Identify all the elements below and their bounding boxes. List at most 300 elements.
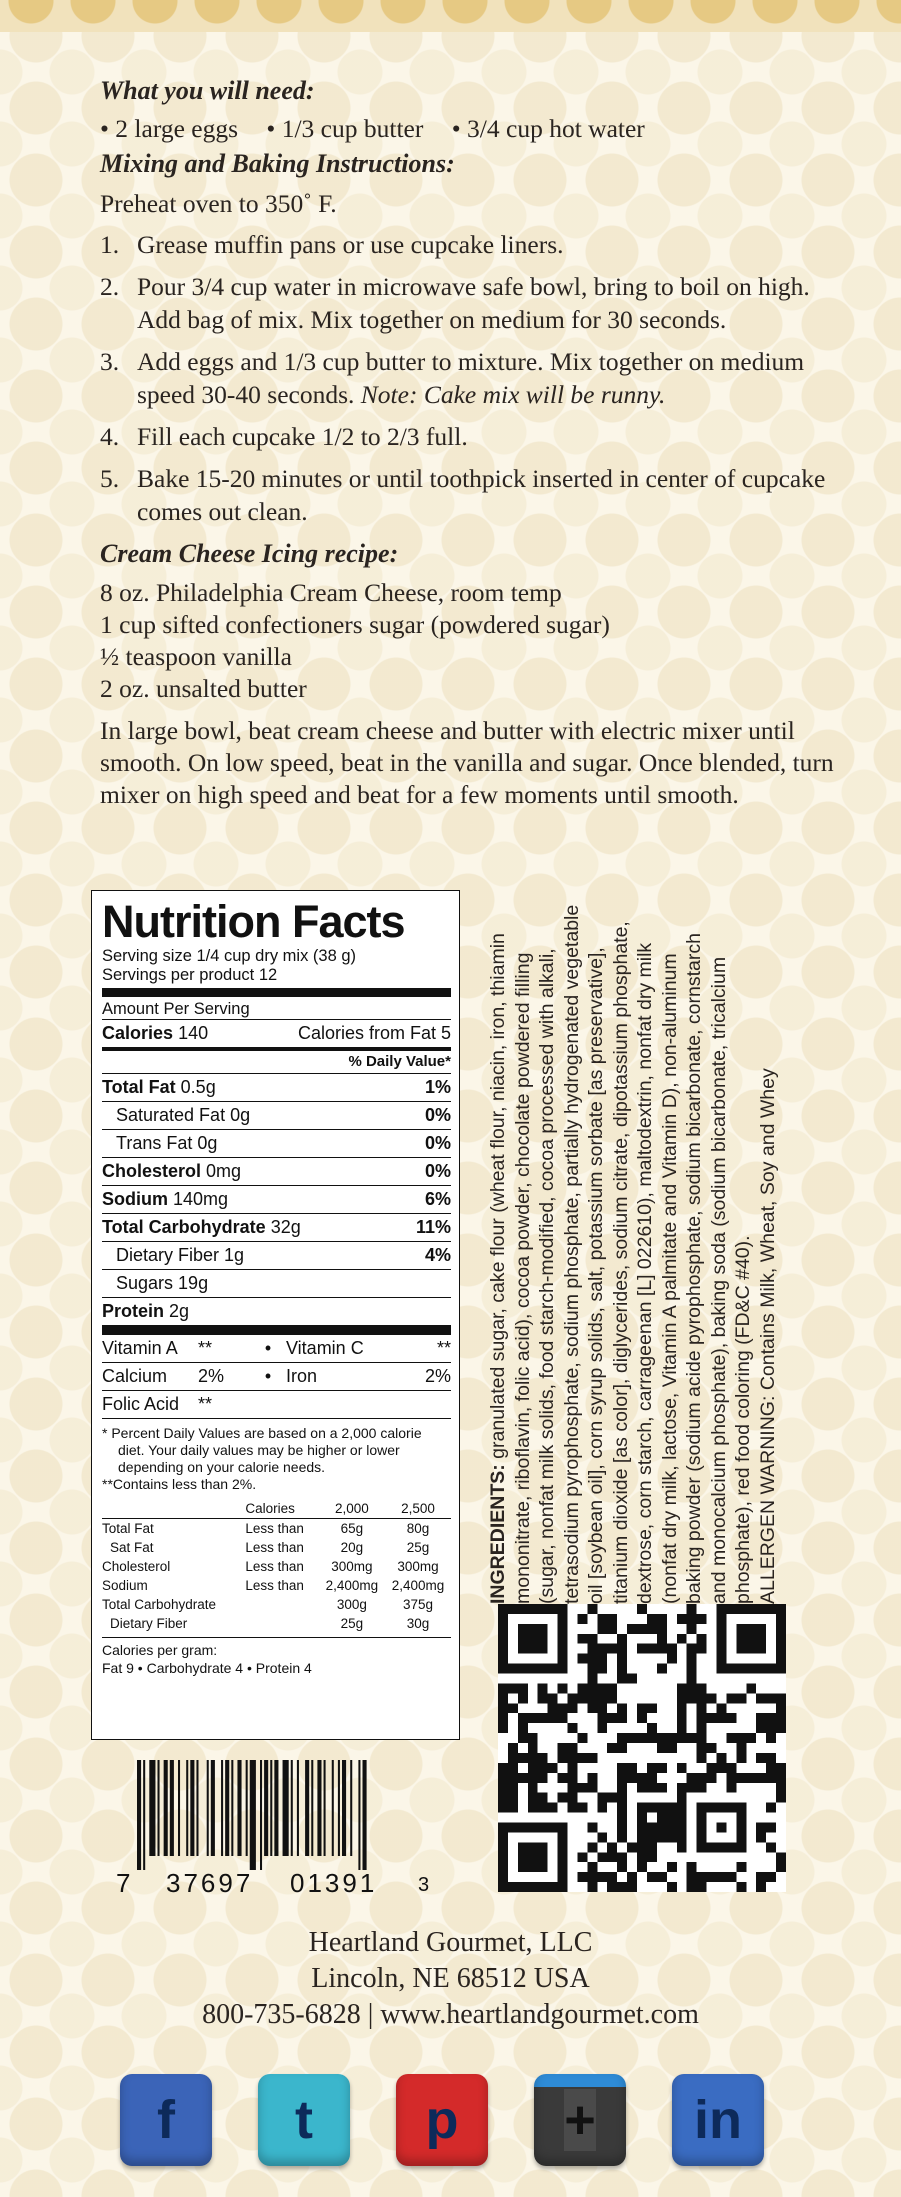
google-plus-button[interactable] — [534, 2074, 626, 2166]
nutrition-title: Nutrition Facts — [102, 896, 405, 947]
qr-module — [548, 1703, 558, 1713]
qr-module — [518, 1693, 528, 1703]
qr-module — [667, 1813, 677, 1823]
nutrient-daily-value: 1% — [424, 1077, 451, 1097]
qr-module — [667, 1862, 677, 1872]
step-item — [100, 345, 840, 411]
qr-module — [697, 1872, 707, 1882]
nutrient-row — [102, 1270, 451, 1298]
qr-module — [538, 1763, 548, 1773]
qr-module — [617, 1832, 627, 1842]
nutrient-daily-value: 11% — [415, 1217, 451, 1237]
preheat-text: Preheat oven to 350˚ F. — [100, 189, 337, 218]
qr-module — [726, 1783, 736, 1793]
qr-module — [538, 1693, 548, 1703]
barcode-digit-group: 37697 — [166, 1868, 254, 1898]
icing-item: 8 oz. Philadelphia Cream Cheese, room temp — [100, 578, 562, 607]
qr-module — [697, 1753, 707, 1763]
qr-module — [617, 1803, 627, 1813]
barcode-bar — [297, 1760, 299, 1856]
vitamin-cell: Calcium — [102, 1366, 168, 1386]
qr-module — [677, 1723, 687, 1733]
qr-module — [518, 1753, 528, 1763]
nutrient-row — [102, 1074, 451, 1102]
qr-module — [538, 1793, 548, 1803]
barcode-bar — [270, 1760, 272, 1856]
daily-value-table-cell: Cholesterol — [102, 1559, 171, 1574]
qr-module — [736, 1753, 746, 1763]
daily-value-table-cell: 20g — [340, 1540, 364, 1555]
qr-module — [677, 1634, 687, 1644]
qr-module — [697, 1773, 707, 1783]
vitamin-row — [102, 1335, 451, 1363]
qr-module — [548, 1803, 558, 1813]
qr-module — [687, 1644, 697, 1654]
vitamin-cell: ** — [436, 1338, 451, 1358]
qr-module — [637, 1783, 647, 1793]
linkedin-button[interactable] — [672, 2074, 764, 2166]
qr-module — [657, 1822, 667, 1832]
daily-value-table-cell: 300mg — [331, 1559, 373, 1574]
qr-module — [677, 1822, 687, 1832]
qr-module — [667, 1803, 677, 1813]
nutrient-amount: 19g — [173, 1273, 209, 1293]
barcode-digits — [116, 1868, 446, 1899]
qr-module — [697, 1733, 707, 1743]
barcode-bar — [137, 1760, 141, 1870]
qr-module — [697, 1693, 707, 1703]
qr-module — [597, 1693, 607, 1703]
nutrient-label: Dietary Fiber — [116, 1245, 220, 1265]
qr-module — [766, 1713, 776, 1723]
qr-module — [736, 1773, 746, 1783]
qr-module — [647, 1773, 657, 1783]
qr-module — [697, 1713, 707, 1723]
linkedin-icon: in — [694, 2090, 742, 2150]
qr-module — [498, 1693, 508, 1703]
nutrient-daily-value: 0% — [424, 1133, 451, 1153]
vitamin-cell: ** — [198, 1338, 213, 1358]
qr-module — [657, 1624, 667, 1634]
facebook-icon: f — [157, 2090, 175, 2150]
qr-module — [607, 1743, 617, 1753]
qr-module — [508, 1753, 518, 1763]
barcode-bar — [170, 1760, 174, 1856]
qr-module — [577, 1783, 587, 1793]
qr-module — [766, 1723, 776, 1733]
barcode-bar — [305, 1760, 309, 1856]
social-links — [120, 2074, 764, 2166]
qr-module — [697, 1644, 707, 1654]
step-number: 3. — [100, 347, 120, 376]
qr-module — [508, 1683, 518, 1693]
qr-module — [558, 1703, 568, 1713]
daily-value-table-cell: Total Fat — [102, 1521, 154, 1536]
facebook-button[interactable] — [120, 2074, 212, 2166]
qr-module — [657, 1803, 667, 1813]
nutrient-row — [102, 1102, 451, 1130]
vitamin-row — [102, 1391, 451, 1419]
step-number: 1. — [100, 230, 120, 259]
qr-module — [508, 1763, 518, 1773]
qr-code-image — [498, 1604, 786, 1892]
company-name: Heartland Gourmet, LLC — [308, 1927, 593, 1958]
icing-method: In large bowl, beat cream cheese and butter with electric mixer until smooth. On low speed, beat in the vanilla and sugar. Once blended, turn mixer on high speed and beat for a few moments until smooth. — [100, 716, 834, 809]
icing-item: 1 cup sifted confectioners sugar (powdered sugar) — [100, 610, 610, 639]
google-plus-icon: + — [564, 2090, 596, 2150]
vitamin-cell — [250, 1391, 286, 1418]
qr-module — [707, 1713, 717, 1723]
daily-value-table-cell — [245, 1595, 319, 1614]
qr-module — [647, 1733, 657, 1743]
barcode-bar — [143, 1760, 145, 1870]
daily-value-table-cell: 2,000 — [319, 1499, 385, 1519]
qr-module — [667, 1822, 677, 1832]
calories-per-gram-values: Fat 9 • Carbohydrate 4 • Protein 4 — [102, 1660, 312, 1676]
pinterest-button[interactable] — [396, 2074, 488, 2166]
step-text-wrap — [137, 345, 840, 411]
qr-module — [776, 1763, 786, 1773]
barcode-bar — [283, 1760, 289, 1856]
recipe-section — [100, 74, 840, 811]
qr-module — [518, 1773, 528, 1783]
decorative-top-band — [0, 0, 901, 32]
nutrient-amount: 32g — [265, 1217, 301, 1237]
step-note: Note: Cake mix will be runny. — [360, 380, 666, 409]
qr-module — [587, 1634, 597, 1644]
allergen-warning: ALLERGEN WARNING: Contains Milk, Wheat, Soy and Whey — [756, 1068, 779, 1604]
barcode-bar — [324, 1760, 326, 1856]
nutrition-facts-panel — [91, 890, 460, 1740]
qr-module — [498, 1713, 508, 1723]
qr-module — [538, 1773, 548, 1783]
vitamin-cell: • — [264, 1338, 272, 1358]
qr-module — [607, 1624, 617, 1634]
qr-module — [627, 1674, 637, 1684]
icing-list — [100, 577, 840, 705]
vitamin-cell: Vitamin A — [102, 1338, 178, 1358]
qr-module — [498, 1723, 508, 1733]
qr-module — [538, 1713, 548, 1723]
step-number: 5. — [100, 464, 120, 493]
qr-module — [647, 1703, 657, 1713]
ingredients-label: INGREDIENTS: — [487, 1464, 509, 1604]
instructions-heading: Mixing and Baking Instructions: — [100, 149, 455, 178]
qr-module — [776, 1793, 786, 1803]
qr-module — [607, 1842, 617, 1852]
qr-module — [687, 1862, 697, 1872]
qr-module — [746, 1733, 756, 1743]
qr-module — [528, 1763, 538, 1773]
qr-module — [637, 1733, 647, 1743]
qr-module — [647, 1783, 657, 1793]
qr-module — [627, 1842, 637, 1852]
qr-module — [776, 1862, 786, 1872]
qr-module — [677, 1813, 687, 1823]
qr-module — [597, 1832, 607, 1842]
qr-module — [657, 1743, 667, 1753]
qr-code — [498, 1604, 786, 1892]
qr-module — [538, 1803, 548, 1813]
qr-module — [597, 1614, 607, 1624]
nutrient-label: Sodium — [102, 1189, 168, 1209]
nutrient-label: Protein — [102, 1301, 165, 1321]
qr-module — [568, 1743, 578, 1753]
barcode-bar — [311, 1760, 313, 1856]
calories-row — [102, 1020, 451, 1051]
qr-module — [716, 1763, 726, 1773]
qr-module — [756, 1753, 766, 1763]
daily-value-table-cell: 2,400mg — [325, 1578, 379, 1593]
qr-module — [776, 1693, 786, 1703]
qr-module — [607, 1614, 617, 1624]
qr-module — [707, 1872, 717, 1882]
qr-module — [528, 1803, 538, 1813]
nutrient-label: Trans Fat — [116, 1133, 193, 1153]
barcode-bar — [237, 1760, 241, 1856]
qr-module — [508, 1703, 518, 1713]
qr-module — [617, 1743, 627, 1753]
qr-module — [587, 1674, 597, 1684]
qr-module — [528, 1713, 538, 1723]
qr-module — [568, 1693, 578, 1703]
qr-module — [687, 1882, 697, 1892]
daily-value-table-row — [102, 1595, 451, 1614]
qr-module — [647, 1852, 657, 1862]
qr-module — [597, 1793, 607, 1803]
qr-module — [587, 1842, 597, 1852]
qr-module — [558, 1683, 568, 1693]
needs-item: • 2 large eggs — [100, 114, 239, 143]
qr-module — [776, 1783, 786, 1793]
ingredients-block — [486, 904, 826, 1604]
nutrient-rows — [102, 1074, 451, 1326]
qr-module — [726, 1872, 736, 1882]
daily-value-table-cell: Less than — [245, 1578, 304, 1593]
qr-module — [577, 1614, 587, 1624]
barcode-image — [133, 1760, 423, 1870]
step-item — [100, 270, 840, 336]
qr-module — [766, 1753, 776, 1763]
barcode-bar — [291, 1760, 293, 1856]
vitamin-cell: 2% — [424, 1366, 451, 1386]
barcode-bar — [363, 1760, 367, 1870]
nutrient-amount: 0mg — [201, 1161, 242, 1181]
qr-module — [687, 1624, 697, 1634]
qr-module — [617, 1733, 627, 1743]
qr-module — [597, 1852, 607, 1862]
step-text: Bake 15-20 minutes or until toothpick inserted in center of cupcake comes out clean. — [137, 464, 826, 526]
qr-module — [587, 1783, 597, 1793]
daily-value-table-cell: 2,500 — [385, 1499, 451, 1519]
qr-module — [577, 1683, 587, 1693]
calories-per-gram — [102, 1637, 451, 1677]
qr-module — [577, 1654, 587, 1664]
qr-module — [607, 1852, 617, 1862]
qr-module — [627, 1733, 637, 1743]
vitamin-row — [102, 1363, 451, 1391]
qr-module — [538, 1753, 548, 1763]
qr-module — [716, 1703, 726, 1713]
qr-module — [607, 1882, 617, 1892]
vitamin-cell: • — [264, 1366, 272, 1386]
qr-module — [558, 1713, 568, 1723]
qr-module — [756, 1822, 766, 1832]
qr-module — [587, 1664, 597, 1674]
qr-module — [776, 1773, 786, 1783]
qr-module — [597, 1624, 607, 1634]
qr-module — [677, 1763, 687, 1773]
barcode-bar — [358, 1760, 360, 1870]
qr-module — [617, 1703, 627, 1713]
qr-module — [697, 1783, 707, 1793]
qr-module — [627, 1882, 637, 1892]
qr-module — [528, 1743, 538, 1753]
needs-list — [100, 112, 840, 145]
needs-heading: What you will need: — [100, 76, 315, 105]
qr-module — [677, 1683, 687, 1693]
qr-module — [667, 1882, 677, 1892]
barcode-bar — [186, 1760, 188, 1856]
barcode-bar — [250, 1760, 256, 1870]
qr-module — [667, 1832, 677, 1842]
qr-module — [657, 1733, 667, 1743]
qr-module — [766, 1693, 776, 1703]
vitamin-cell — [398, 1391, 451, 1418]
qr-module — [597, 1683, 607, 1693]
qr-module — [498, 1683, 508, 1693]
twitter-button[interactable] — [258, 2074, 350, 2166]
qr-module — [577, 1753, 587, 1763]
qr-module — [558, 1773, 568, 1783]
daily-value-table-row — [102, 1614, 451, 1633]
qr-module — [687, 1872, 697, 1882]
nutrient-label: Total Fat — [102, 1077, 176, 1097]
qr-module — [627, 1872, 637, 1882]
step-text: Grease muffin pans or use cupcake liners. — [137, 230, 564, 259]
qr-module — [548, 1693, 558, 1703]
calories-value: 140 — [178, 1023, 209, 1043]
qr-module — [667, 1654, 677, 1664]
qr-module — [607, 1683, 617, 1693]
icing-item: ½ teaspoon vanilla — [100, 642, 292, 671]
step-text: Fill each cupcake 1/2 to 2/3 full. — [137, 422, 468, 451]
qr-module — [687, 1693, 697, 1703]
daily-value-heading: % Daily Value* — [102, 1051, 451, 1074]
qr-module — [667, 1743, 677, 1753]
qr-module — [677, 1832, 687, 1842]
divider — [102, 1326, 451, 1335]
barcode-bar — [190, 1760, 194, 1856]
qr-module — [498, 1763, 508, 1773]
company-address: Lincoln, NE 68512 USA — [311, 1963, 590, 1994]
qr-module — [587, 1882, 597, 1892]
barcode-digit-group: 3 — [418, 1874, 430, 1896]
nutrient-label: Saturated Fat — [116, 1105, 226, 1125]
qr-module — [508, 1803, 518, 1813]
daily-value-table-cell: Less than — [245, 1540, 304, 1555]
qr-module — [716, 1822, 726, 1832]
barcode-bar — [231, 1760, 233, 1856]
step-item — [100, 420, 840, 453]
qr-module — [548, 1763, 558, 1773]
qr-module — [657, 1832, 667, 1842]
qr-module — [637, 1713, 647, 1723]
needs-item: • 1/3 cup butter — [266, 114, 424, 143]
qr-module — [716, 1713, 726, 1723]
qr-module — [756, 1723, 766, 1733]
qr-module — [687, 1614, 697, 1624]
daily-value-table-cell: 2,400mg — [391, 1578, 445, 1593]
qr-module — [726, 1733, 736, 1743]
qr-module — [697, 1703, 707, 1713]
qr-module — [637, 1813, 647, 1823]
nutrient-row — [102, 1158, 451, 1186]
qr-module — [627, 1773, 637, 1783]
nutrient-daily-value: 0% — [424, 1161, 451, 1181]
daily-value-table-row — [102, 1499, 451, 1519]
qr-module — [587, 1604, 597, 1614]
qr-module — [498, 1783, 508, 1793]
barcode-bar — [225, 1760, 229, 1856]
qr-module — [617, 1664, 627, 1674]
qr-module — [577, 1733, 587, 1743]
vitamin-cell: ** — [198, 1394, 213, 1414]
qr-module — [736, 1624, 766, 1654]
barcode-bar — [211, 1760, 215, 1856]
qr-module — [617, 1634, 627, 1644]
qr-module — [647, 1822, 657, 1832]
qr-module — [726, 1773, 736, 1783]
qr-module — [677, 1693, 687, 1703]
daily-value-table-cell — [245, 1614, 319, 1633]
qr-module — [538, 1683, 548, 1693]
qr-module — [716, 1753, 726, 1763]
qr-module — [677, 1733, 687, 1743]
qr-module — [617, 1882, 627, 1892]
qr-module — [687, 1683, 697, 1693]
qr-module — [736, 1882, 746, 1892]
divider — [102, 988, 451, 997]
company-info — [0, 1925, 901, 2033]
barcode-bar — [342, 1760, 346, 1856]
barcode-bar — [264, 1760, 268, 1856]
qr-module — [498, 1803, 508, 1813]
qr-module — [697, 1634, 707, 1644]
qr-module — [647, 1763, 657, 1773]
nutrient-amount: 2g — [164, 1301, 190, 1321]
needs-item: • 3/4 cup hot water — [451, 114, 645, 143]
qr-module — [528, 1793, 538, 1803]
qr-module — [766, 1872, 776, 1882]
vitamin-cell — [286, 1391, 398, 1418]
nutrient-row — [102, 1186, 451, 1214]
nutrient-label: Sugars — [116, 1273, 174, 1293]
ingredients-text: granulated sugar, cake flour (wheat flour, niacin, iron, thiamin mononitrate, riboflavin, folic acid), cocoa powder, chocolate powdered filling (sugar, nonfat milk solids, food starch-modified, cocoa processed with alkali, tetrasodium pyrophosphate, sodium phosphate, partially hydrogenated vegetable oil [soybean oil], corn syrup solids, salt, potassium sorbate [as preservative], titanium dioxide [as color], diglycerides, sodium citrate, dipotassium phosphate, dextrose, corn starch, carrageenan [L] 022610), maltodextrin, nonfat dry milk (nonfat dry milk, lactose, Vitamin A palmitate and Vitamin D), non-aluminum baking powder (sodium acide pyrophosphate, sodium bicarbonate, cornstarch and monocalcium phosphate), baking soda (sodium bicarbonate, tricalcium phosphate), red food coloring (FD&C #40). — [487, 904, 754, 1604]
instructions-steps — [100, 228, 840, 528]
qr-module — [697, 1683, 707, 1693]
qr-module — [647, 1803, 657, 1813]
qr-module — [587, 1872, 597, 1882]
qr-module — [597, 1664, 607, 1674]
nutrient-label: Cholesterol — [102, 1161, 202, 1181]
qr-module — [776, 1713, 786, 1723]
qr-module — [766, 1842, 776, 1852]
qr-module — [746, 1683, 756, 1693]
qr-module — [568, 1723, 578, 1733]
step-text: Add eggs and 1/3 cup butter to mixture. Mix together on medium speed 30-40 seconds. — [137, 347, 805, 409]
qr-module — [736, 1733, 746, 1743]
